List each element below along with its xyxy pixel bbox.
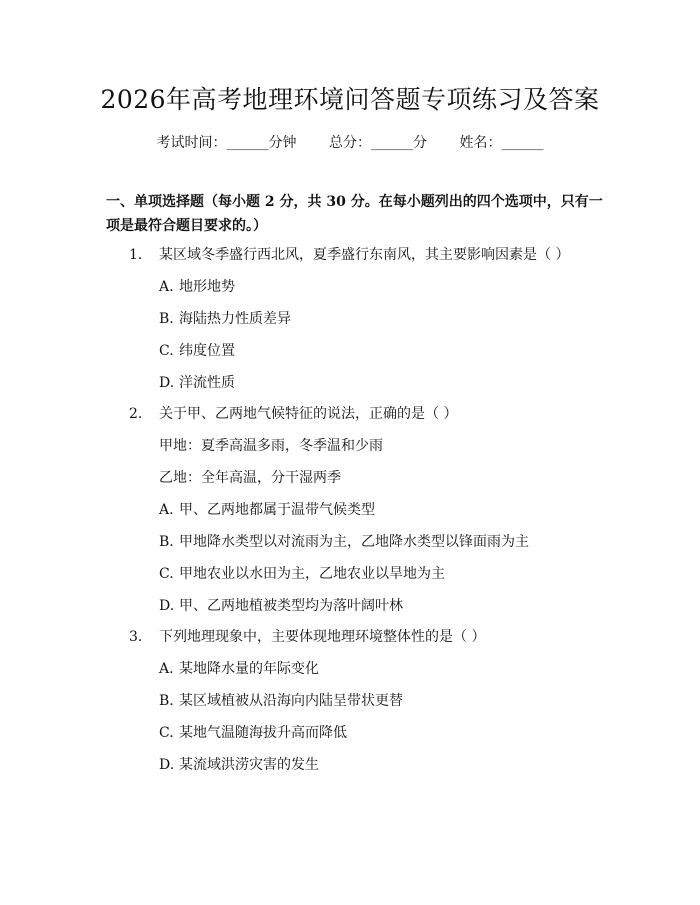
total-score: 总分：______分: [329, 135, 427, 151]
student-name: 姓名：______: [459, 135, 544, 151]
option-text: 纬度位置: [179, 343, 235, 359]
option-text: 甲、乙两地植被类型均为落叶阔叶林: [179, 598, 403, 614]
option-letter: A.: [159, 279, 174, 295]
option-letter: B.: [159, 311, 174, 327]
question-3-option-a: [159, 658, 319, 678]
option-text: 某地降水量的年际变化: [179, 661, 319, 677]
question-2-option-c: [159, 563, 445, 583]
question-2-option-d: [159, 595, 403, 615]
question-2-option-b: [159, 531, 529, 551]
option-letter: D.: [159, 375, 175, 391]
question-3-option-b: [159, 690, 403, 710]
option-text: 洋流性质: [179, 375, 235, 391]
option-letter: C.: [159, 566, 174, 582]
option-letter: A.: [159, 502, 174, 518]
question-2-context-b: 乙地：全年高温，分干湿两季: [159, 470, 341, 486]
option-letter: C.: [159, 343, 174, 359]
question-3-option-d: [159, 754, 319, 774]
question-1-option-a: [159, 276, 235, 296]
option-letter: D.: [159, 598, 175, 614]
question-3-stem: [129, 626, 485, 646]
question-1-option-b: [159, 308, 291, 328]
option-letter: A.: [159, 661, 174, 677]
question-text: 关于甲、乙两地气候特征的说法，正确的是（ ）: [159, 406, 458, 422]
option-text: 甲地降水类型以对流雨为主，乙地降水类型以锋面雨为主: [179, 534, 529, 550]
question-number: 3.: [129, 629, 143, 645]
option-letter: B.: [159, 534, 174, 550]
question-2-option-a: [159, 499, 375, 519]
question-1-option-c: [159, 340, 235, 360]
option-letter: B.: [159, 693, 174, 709]
question-number: 1.: [129, 247, 143, 263]
question-3-option-c: [159, 722, 347, 742]
question-number: 2.: [129, 406, 143, 422]
exam-meta: [0, 132, 700, 152]
option-text: 海陆热力性质差异: [179, 311, 291, 327]
option-text: 地形地势: [179, 279, 235, 295]
section-heading: 一、单项选择题（每小题 2 分，共 30 分。在每小题列出的四个选项中，只有一项是最符合题目要求的。）: [106, 194, 603, 234]
question-1-stem: [129, 244, 569, 264]
question-text: 下列地理现象中，主要体现地理环境整体性的是（ ）: [159, 629, 486, 645]
option-text: 某区域植被从沿海向内陆呈带状更替: [179, 693, 403, 709]
question-2-context-a: 甲地：夏季高温多雨，冬季温和少雨: [159, 438, 383, 454]
question-1-option-d: [159, 372, 235, 392]
question-2-stem: [129, 403, 457, 423]
page-title: 2026年高考地理环境问答题专项练习及答案: [100, 85, 600, 114]
option-text: 某流域洪涝灾害的发生: [179, 757, 319, 773]
option-text: 甲、乙两地都属于温带气候类型: [179, 502, 375, 518]
question-text: 某区域冬季盛行西北风，夏季盛行东南风，其主要影响因素是（ ）: [159, 247, 570, 263]
option-letter: C.: [159, 725, 174, 741]
exam-time: 考试时间：______分钟: [156, 135, 297, 151]
option-letter: D.: [159, 757, 175, 773]
option-text: 甲地农业以水田为主，乙地农业以旱地为主: [179, 566, 445, 582]
option-text: 某地气温随海拔升高而降低: [179, 725, 347, 741]
